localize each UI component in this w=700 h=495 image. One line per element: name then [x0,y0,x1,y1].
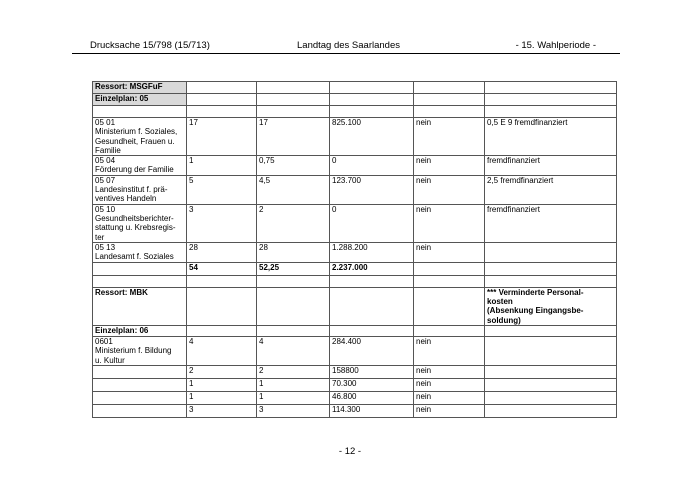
table-cell: 1.288.200 [330,242,414,262]
table-cell [330,275,414,287]
table-cell [485,366,617,379]
table-cell: 46.800 [330,392,414,405]
table-cell [187,287,257,325]
table-cell [485,275,617,287]
table-cell: 17 [187,118,257,156]
table-cell: 1 [257,379,330,392]
table-row [93,287,617,325]
header-period: - 15. Wahlperiode - [515,40,596,51]
table-cell [485,326,617,337]
table-cell: nein [414,118,485,156]
table-cell [257,106,330,118]
table-cell: 114.300 [330,405,414,418]
table-cell [330,287,414,325]
table-cell: nein [414,156,485,176]
table-cell [93,275,187,287]
table-cell: 825.100 [330,118,414,156]
table-cell: 158800 [330,366,414,379]
table-cell [330,326,414,337]
table-cell [187,106,257,118]
table-cell [414,106,485,118]
table-cell [257,287,330,325]
table-cell: 1 [257,392,330,405]
table-row [93,405,617,418]
table-cell [485,106,617,118]
table-cell: 05 04 Förderung der Familie [93,156,187,176]
table-cell: 3 [257,405,330,418]
table-cell: 4 [257,337,330,366]
table-cell: 284.400 [330,337,414,366]
table-row [93,118,617,156]
table-row [93,379,617,392]
table-cell [485,242,617,262]
table-cell [414,82,485,94]
table-cell: 1 [187,379,257,392]
table-row [93,337,617,366]
table-cell [414,275,485,287]
table-cell: 3 [187,405,257,418]
table-cell: 05 01 Ministerium f. Soziales, Gesundheit, Frauen u. Familie [93,118,187,156]
table-cell: nein [414,392,485,405]
table-cell [257,326,330,337]
table-row [93,392,617,405]
table-cell: 4,5 [257,175,330,204]
table-cell: nein [414,366,485,379]
table-cell: 05 10 Gesundheitsberichter- stattung u. Krebsregis- ter [93,204,187,242]
table-cell [187,326,257,337]
table-cell: 17 [257,118,330,156]
table-cell: 2 [257,366,330,379]
table-cell: nein [414,175,485,204]
table-row [93,94,617,106]
table-cell [187,275,257,287]
header-document-number: Drucksache 15/798 (15/713) [90,40,210,51]
table-row [93,326,617,337]
table-cell [485,94,617,106]
table-cell: Ressort: MSGFuF [93,82,187,94]
table-cell: 0601 Ministerium f. Bildung u. Kultur [93,337,187,366]
table-cell: 1 [187,392,257,405]
table-cell [330,106,414,118]
table-row [93,366,617,379]
table-cell: 123.700 [330,175,414,204]
budget-table [92,81,617,418]
table-cell: 0,75 [257,156,330,176]
table-cell [257,275,330,287]
page-number: - 12 - [338,446,362,457]
table-cell [485,337,617,366]
table-cell: fremdfinanziert [485,156,617,176]
table-cell [93,262,187,275]
table-cell [485,262,617,275]
table-cell: 54 [187,262,257,275]
table-cell: 1 [187,156,257,176]
table-cell: nein [414,337,485,366]
table-cell [330,94,414,106]
table-cell [187,94,257,106]
page-header [72,40,620,54]
table-cell: 05 13 Landesamt f. Soziales [93,242,187,262]
table-row [93,275,617,287]
table-cell: 2.237.000 [330,262,414,275]
table-cell: nein [414,379,485,392]
table-cell [93,366,187,379]
table-cell: 52,25 [257,262,330,275]
table-cell: 0 [330,156,414,176]
table-cell: *** Verminderte Personal- kosten (Absenkung Eingangsbe- soldung) [485,287,617,325]
table-cell [414,262,485,275]
table-cell: nein [414,242,485,262]
table-cell [93,405,187,418]
table-cell: nein [414,204,485,242]
table-row [93,156,617,176]
table-cell [414,326,485,337]
table-cell: 4 [187,337,257,366]
table-cell [485,82,617,94]
table-cell: 70.300 [330,379,414,392]
table-cell: 0,5 E 9 fremdfinanziert [485,118,617,156]
table-row [93,242,617,262]
table-cell [257,82,330,94]
table-cell [414,94,485,106]
table-cell [485,392,617,405]
table-row [93,82,617,94]
table-row [93,175,617,204]
table-cell [93,379,187,392]
table-cell [93,106,187,118]
table-cell: Einzelplan: 06 [93,326,187,337]
table-cell [187,82,257,94]
table-cell: 2 [187,366,257,379]
table-cell: 2,5 fremdfinanziert [485,175,617,204]
table-cell: 0 [330,204,414,242]
table-cell: 28 [257,242,330,262]
table-cell [485,379,617,392]
table-cell [93,392,187,405]
table-cell [414,287,485,325]
table-cell [485,405,617,418]
table-row [93,262,617,275]
table-cell [330,82,414,94]
table-cell: 2 [257,204,330,242]
table-cell: fremdfinanziert [485,204,617,242]
table-cell: 3 [187,204,257,242]
table-cell: 28 [187,242,257,262]
table-cell: nein [414,405,485,418]
table-cell: Ressort: MBK [93,287,187,325]
table-row [93,106,617,118]
table-cell: 05 07 Landesinstitut f. prä- ventives Handeln [93,175,187,204]
table-cell: Einzelplan: 05 [93,94,187,106]
table-cell [257,94,330,106]
table-row [93,204,617,242]
header-parliament: Landtag des Saarlandes [297,40,400,51]
table-cell: 5 [187,175,257,204]
